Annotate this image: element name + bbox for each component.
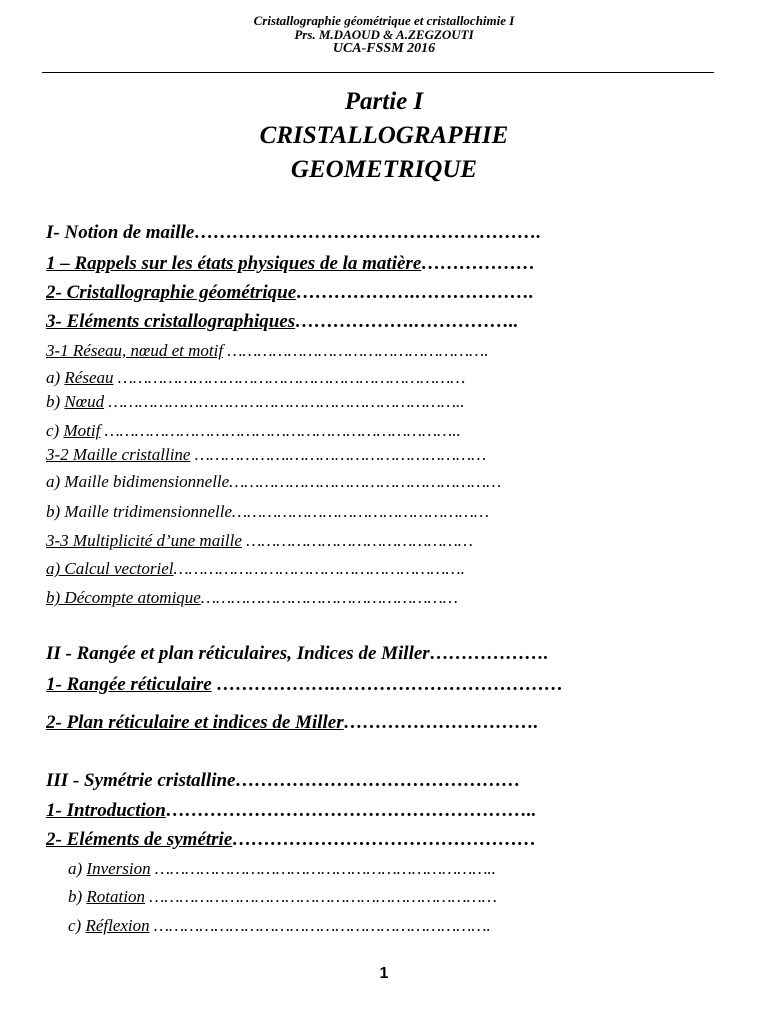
- toc-entry: [46, 253, 535, 275]
- toc-prefix: c): [68, 916, 86, 935]
- toc-entry: [68, 859, 496, 879]
- toc-dots: ……………….………………………………: [211, 674, 564, 695]
- toc-label: 3-1 Réseau, nœud et motif: [46, 341, 224, 360]
- toc-entry: [46, 341, 489, 361]
- toc-entry: [46, 588, 458, 608]
- toc-entry: [46, 445, 486, 465]
- toc-entry: [68, 916, 491, 936]
- toc-entry: [46, 712, 538, 734]
- header-authors: Prs. M.DAOUD & A.ZEGZOUTI: [294, 27, 474, 42]
- toc-label: 3- Eléments cristallographiques: [46, 311, 296, 332]
- toc-dots: ………………………………………………: [229, 472, 502, 491]
- toc-label: b) Décompte atomique: [46, 588, 201, 607]
- toc-prefix: b): [68, 887, 87, 906]
- toc-label: Inversion: [86, 859, 151, 878]
- toc-entry: [46, 531, 473, 551]
- toc-dots: ………………………………………………….: [173, 559, 465, 578]
- toc-entry: [46, 368, 465, 388]
- toc-label: III - Symétrie cristalline: [46, 770, 236, 791]
- toc-dots: ……………………………………………………………: [144, 887, 497, 906]
- toc-entry: [46, 421, 461, 441]
- toc-dots: …………………………………………….: [223, 341, 489, 360]
- toc-dots: ………………………………………: [241, 531, 473, 550]
- toc-label: 2- Eléments de symétrie: [46, 829, 233, 850]
- toc-label: I- Notion de maille: [46, 222, 195, 243]
- toc-label: 3-3 Multiplicité d’une maille: [46, 531, 242, 550]
- toc-dots: …………………………………………………..: [165, 800, 537, 821]
- toc-label: II - Rangée et plan réticulaires, Indices de Miller: [46, 643, 430, 664]
- toc-dots: ……………………………………………………………: [113, 368, 466, 387]
- toc-dots: ………………………………………: [235, 770, 521, 791]
- toc-prefix: c): [46, 421, 64, 440]
- toc-dots: ……………….…………………………………: [190, 445, 487, 464]
- toc-label: Réseau: [64, 368, 114, 387]
- toc-label: 2- Plan réticulaire et indices de Miller: [46, 712, 344, 733]
- toc-dots: ………………………………………………………….: [149, 916, 491, 935]
- main-title-line1: CRISTALLOGRAPHIE: [259, 122, 509, 149]
- toc-entry: [46, 392, 465, 412]
- toc-dots: ……………….……………..: [295, 311, 519, 332]
- header-course-title: Cristallographie géométrique et cristallochimie I: [253, 13, 515, 28]
- toc-dots: …………………………………………………………..: [150, 859, 496, 878]
- toc-entry: [46, 770, 520, 792]
- header-rule: [42, 72, 714, 73]
- toc-entry: [46, 800, 536, 822]
- toc-label: 1- Rangée réticulaire: [46, 674, 212, 695]
- toc-label: 3-2 Maille cristalline: [46, 445, 191, 464]
- page-header: [0, 14, 768, 56]
- toc-label: Réflexion: [85, 916, 150, 935]
- toc-prefix: b): [46, 392, 65, 411]
- toc-dots: …………………………………………: [232, 829, 537, 850]
- toc-dots: ………………………….: [343, 712, 539, 733]
- toc-dots: ……………………………………………: [200, 588, 458, 607]
- toc-label: 1- Introduction: [46, 800, 166, 821]
- toc-dots: ……………………………………………………………..: [100, 421, 461, 440]
- toc-dots: ……………………………………………………………..: [104, 392, 465, 411]
- toc-entry: [46, 282, 534, 304]
- main-title-line2: GEOMETRIQUE: [290, 156, 478, 183]
- toc-dots: ……………………………………………….: [194, 222, 542, 243]
- toc-dots: ………………: [421, 253, 536, 274]
- toc-dots: ……………….: [429, 643, 549, 664]
- part-title: Partie I: [344, 88, 424, 115]
- toc-entry: [46, 559, 465, 579]
- toc-entry: [46, 674, 563, 696]
- toc-label: a) Maille bidimensionnelle: [46, 472, 230, 491]
- toc-label: a) Calcul vectoriel: [46, 559, 174, 578]
- toc-label: 2- Cristallographie géométrique: [46, 282, 297, 303]
- toc-entry: [46, 222, 541, 244]
- toc-label: Motif: [63, 421, 101, 440]
- toc-label: 1 – Rappels sur les états physiques de la matière: [46, 253, 422, 274]
- toc-prefix: a): [46, 368, 65, 387]
- toc-entry: [46, 472, 501, 492]
- toc-entry: [46, 311, 518, 333]
- toc-entry: [46, 502, 489, 522]
- toc-label: b) Maille tridimensionnelle: [46, 502, 233, 521]
- header-institution: UCA-FSSM 2016: [332, 41, 436, 56]
- toc-dots: ……………………………………………: [232, 502, 489, 521]
- toc-entry: [46, 643, 548, 665]
- toc-label: Nœud: [64, 392, 105, 411]
- page-number: 1: [379, 965, 389, 982]
- toc-entry: [46, 829, 536, 851]
- toc-prefix: a): [68, 859, 87, 878]
- toc-label: Rotation: [86, 887, 145, 906]
- toc-entry: [68, 887, 497, 907]
- toc-dots: ……………….……………….: [296, 282, 534, 303]
